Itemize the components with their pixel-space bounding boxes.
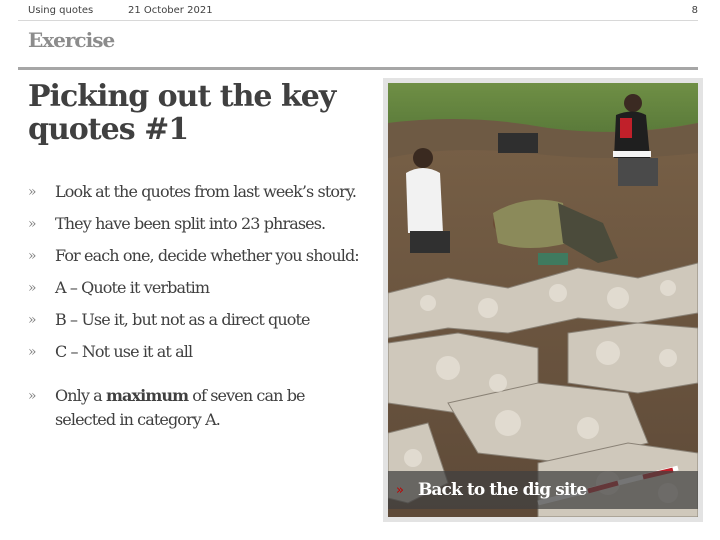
- bullet-item: [28, 340, 363, 364]
- bullet-marker: »: [28, 312, 36, 328]
- bullet-emphasis: maximum: [106, 386, 189, 405]
- bullet-text: Look at the quotes from last week’s story.: [55, 182, 357, 201]
- slide-title: Picking out the key quotes #1: [28, 79, 336, 147]
- bullet-item-maximum: [28, 384, 363, 432]
- bullet-item: [28, 244, 363, 268]
- link-label: Back to the dig site: [417, 480, 587, 500]
- dig-site-illustration: [388, 83, 698, 517]
- dig-site-photo: [388, 83, 698, 517]
- bullet-list: [28, 180, 363, 440]
- bullet-item: [28, 212, 363, 236]
- deck-title: Using quotes: [28, 5, 94, 16]
- bullet-text: C – Not use it at all: [55, 342, 193, 361]
- bullet-text-before: Only a: [55, 386, 106, 405]
- bullet-text: A – Quote it verbatim: [55, 278, 210, 297]
- bullet-marker: »: [28, 216, 36, 232]
- back-to-dig-site-link[interactable]: [388, 471, 698, 509]
- bullet-item: [28, 308, 363, 332]
- section-label: Exercise: [28, 28, 115, 52]
- bullet-item: [28, 276, 363, 300]
- bullet-text: They have been split into 23 phrases.: [55, 214, 326, 233]
- page-number: 8: [691, 5, 698, 16]
- photo-frame: [383, 78, 703, 522]
- bullet-text: B – Use it, but not as a direct quote: [55, 310, 310, 329]
- bullet-text-after: of seven can be selected in category A.: [55, 386, 305, 429]
- slide-date: 21 October 2021: [128, 5, 213, 16]
- bullet-marker: »: [28, 248, 36, 264]
- bullet-marker: »: [28, 280, 36, 296]
- link-arrow-icon: »: [396, 482, 404, 498]
- section-divider: [18, 67, 698, 70]
- bullet-item: [28, 180, 363, 204]
- header-divider: [18, 20, 698, 21]
- bullet-marker: »: [28, 184, 36, 200]
- bullet-marker: »: [28, 344, 36, 360]
- bullet-marker: »: [28, 388, 36, 404]
- bullet-text: For each one, decide whether you should:: [55, 246, 359, 265]
